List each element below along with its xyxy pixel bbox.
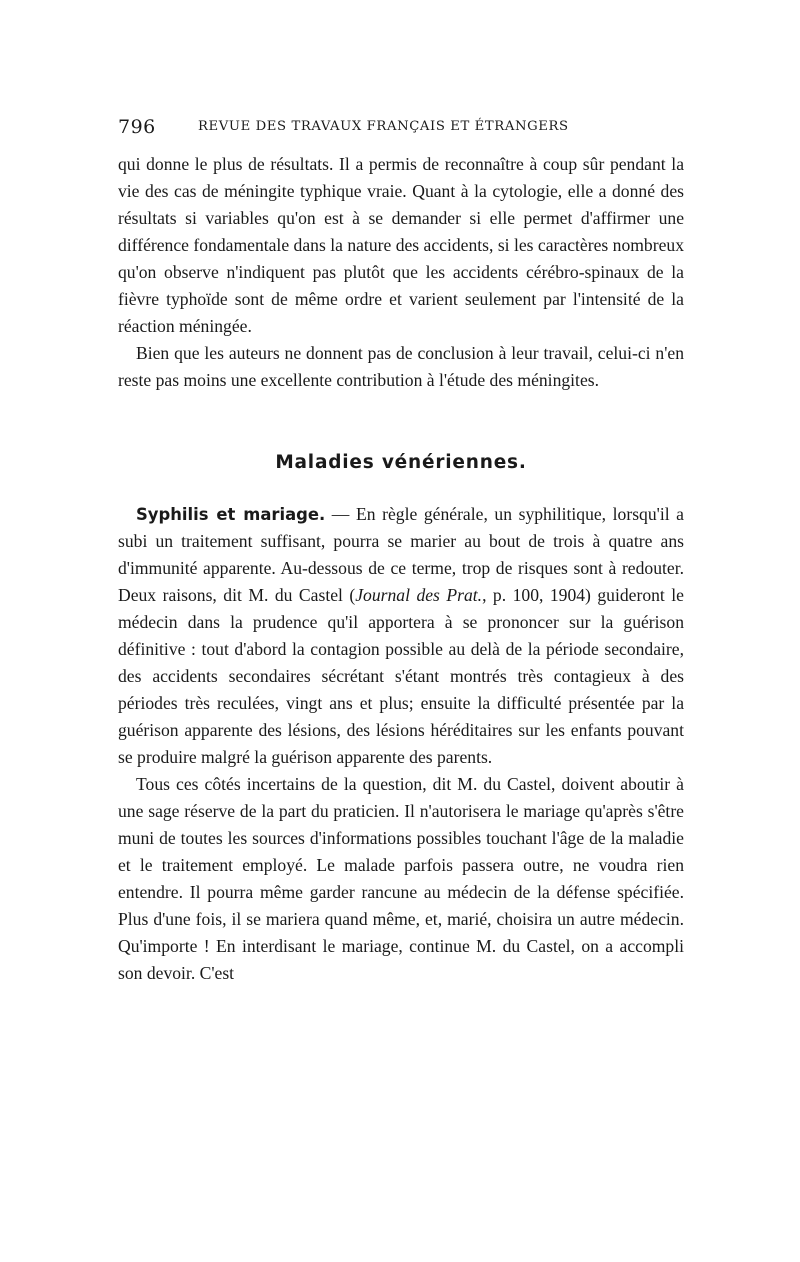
running-head (118, 116, 684, 140)
article-paragraph-2: Tous ces côtés incertains de la question, dit M. du Castel, doivent aboutir à une sage réserve de la part du praticien. Il n'autorisera le mariage qu'après s'être muni de toutes les sources d'informations possibles touchant l'âge de la maladie et le traitement employé. Le malade parfois passera outre, ne voudra rien entendre. Il pourra même garder rancune au médecin de la défense spécifiée. Plus d'une fois, il se mariera quand même, et, marié, choisira un autre médecin. Qu'importe ! En interdisant le mariage, continue M. du Castel, on a accompli son devoir. C'est (118, 774, 684, 983)
section-heading: Maladies vénériennes. (275, 452, 527, 473)
page-number: 796 (118, 116, 156, 138)
intro-text (118, 151, 684, 394)
journal-title: REVUE DES TRAVAUX FRANÇAIS ET ÉTRANGERS (198, 119, 569, 134)
intro-paragraph-1: qui donne le plus de résultats. Il a permis de reconnaître à coup sûr pendant la vie des cas de méningite typhique vraie. Quant à la cytologie, elle a donné des résultats si variables qu'on est à se demander si elle permet d'affirmer une différence fondamentale dans la nature des accidents, si les caractères nombreux qu'on observe n'indiquent pas plutôt que les accidents cérébro-spinaux de la fièvre typhoïde sont de même ordre et varient seulement par l'intensité de la réaction méningée. (118, 154, 684, 336)
intro-paragraph-2: Bien que les auteurs ne donnent pas de conclusion à leur travail, celui-ci n'en reste pas moins une excellente contribution à l'étude des méningites. (118, 343, 684, 390)
article-subheading: Syphilis et mariage. (136, 505, 326, 524)
article-citation: Journal des Prat. (355, 585, 483, 605)
article-p1-part1: — En règle générale, un syphilitique, lorsqu'il a subi un traitement suffisant, pourra se marier au bout de trois à quatre ans d'immunité apparente. Au-dessous de ce terme, trop de risques sont à redouter. Deux raisons, dit M. du Castel ( (118, 504, 684, 605)
article-p1-part2: , p. 100, 1904) guideront le médecin dans la prudence qu'il apportera à se prononcer sur la guérison définitive : tout d'abord la contagion possible au delà de la période secondaire, des accidents secondaires sécrétant s'étant montrés très contagieux à des périodes très reculées, vingt ans et plus; ensuite la difficulté présentée par la guérison apparente des lésions, des lésions héréditaires sur les enfants pouvant se produire malgré la guérison apparente des parents. (118, 585, 684, 767)
article-text (118, 501, 684, 987)
article-paragraph-1 (118, 501, 684, 771)
